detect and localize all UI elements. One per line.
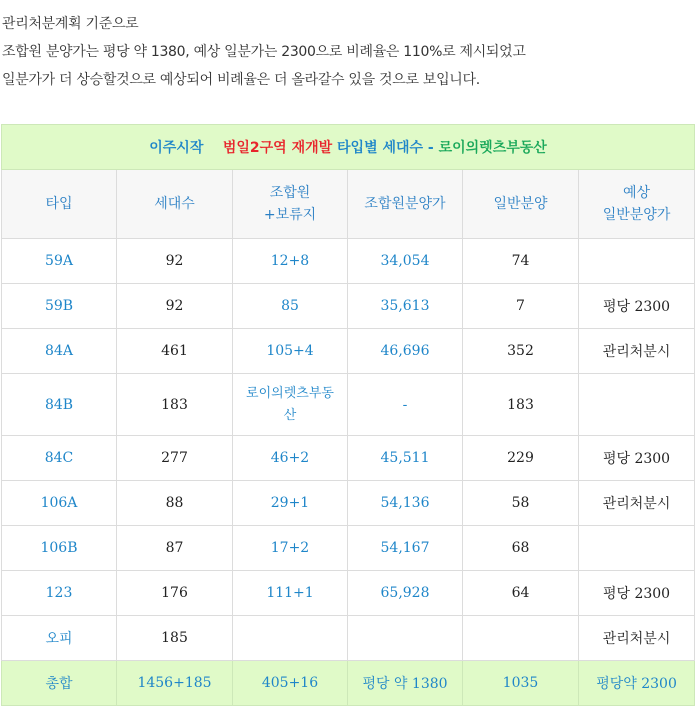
- total-member-reserve: 405+16: [233, 661, 348, 706]
- cell-general-sale: [463, 616, 579, 661]
- total-member-price: 평당 약 1380: [348, 661, 463, 706]
- table-row: [2, 329, 695, 374]
- table-row: [2, 481, 695, 526]
- cell-general-sale: 183: [463, 374, 579, 436]
- cell-member-price: [348, 616, 463, 661]
- cell-member-reserve: 12+8: [233, 239, 348, 284]
- total-type: 총합: [2, 661, 117, 706]
- cell-expected-general-price: [579, 374, 695, 436]
- header-member-reserve: 조합원 +보류지: [233, 170, 348, 239]
- table-title: [2, 125, 695, 170]
- cell-type: 59B: [2, 284, 117, 329]
- cell-member-price: 65,928: [348, 571, 463, 616]
- table-row: [2, 374, 695, 436]
- cell-expected-general-price: [579, 526, 695, 571]
- table-row: [2, 284, 695, 329]
- cell-member-reserve: 17+2: [233, 526, 348, 571]
- cell-member-price: 54,167: [348, 526, 463, 571]
- cell-member-reserve: 111+1: [233, 571, 348, 616]
- table-row: [2, 571, 695, 616]
- intro-line-3: 일분가가 더 상승할것으로 예상되어 비례율은 더 올라갈수 있을 것으로 보입니다.: [2, 72, 480, 88]
- cell-households: 88: [117, 481, 233, 526]
- total-general-sale: 1035: [463, 661, 579, 706]
- intro-line-1: 관리처분계획 기준으로: [2, 16, 139, 32]
- cell-households: 92: [117, 239, 233, 284]
- cell-member-price: 35,613: [348, 284, 463, 329]
- cell-households: 92: [117, 284, 233, 329]
- table-row: [2, 239, 695, 284]
- cell-type: 123: [2, 571, 117, 616]
- table-title-row: [2, 125, 695, 170]
- cell-expected-general-price: 관리처분시: [579, 329, 695, 374]
- header-member-price: 조합원분양가: [348, 170, 463, 239]
- cell-expected-general-price: 관리처분시: [579, 481, 695, 526]
- cell-member-reserve: 105+4: [233, 329, 348, 374]
- cell-member-price: 54,136: [348, 481, 463, 526]
- title-highlight: 범일2구역 재개발: [222, 140, 333, 156]
- cell-type: 106B: [2, 526, 117, 571]
- header-expected-general-price: 예상 일반분양가: [579, 170, 695, 239]
- cell-member-reserve: 85: [233, 284, 348, 329]
- cell-expected-general-price: [579, 239, 695, 284]
- title-suffix: 로이의렛츠부동산: [438, 140, 547, 156]
- cell-expected-general-price: 평당 2300: [579, 571, 695, 616]
- table-row: [2, 616, 695, 661]
- cell-households: 87: [117, 526, 233, 571]
- table-header-row: [2, 170, 695, 239]
- table-row: [2, 526, 695, 571]
- cell-type: 106A: [2, 481, 117, 526]
- header-type: 타입: [2, 170, 117, 239]
- header-households: 세대수: [117, 170, 233, 239]
- cell-member-reserve: [233, 616, 348, 661]
- cell-households: 277: [117, 436, 233, 481]
- cell-member-price: 34,054: [348, 239, 463, 284]
- cell-general-sale: 7: [463, 284, 579, 329]
- total-households: 1456+185: [117, 661, 233, 706]
- cell-type: 오피: [2, 616, 117, 661]
- cell-households: 183: [117, 374, 233, 436]
- intro-text: [2, 10, 692, 94]
- cell-expected-general-price: 관리처분시: [579, 616, 695, 661]
- intro-line-2: 조합원 분양가는 평당 약 1380, 예상 일분가는 2300으로 비례율은 110%로 제시되었고: [2, 44, 526, 60]
- table-row: [2, 436, 695, 481]
- cell-type: 59A: [2, 239, 117, 284]
- unit-type-table: [1, 124, 695, 706]
- cell-general-sale: 74: [463, 239, 579, 284]
- header-general-sale: 일반분양: [463, 170, 579, 239]
- cell-member-reserve: 46+2: [233, 436, 348, 481]
- cell-general-sale: 229: [463, 436, 579, 481]
- cell-general-sale: 64: [463, 571, 579, 616]
- total-expected-general-price: 평당약 2300: [579, 661, 695, 706]
- cell-households: 185: [117, 616, 233, 661]
- cell-member-reserve: 로이의렛츠부동 산: [233, 374, 348, 436]
- cell-member-price: 46,696: [348, 329, 463, 374]
- cell-type: 84C: [2, 436, 117, 481]
- cell-general-sale: 352: [463, 329, 579, 374]
- cell-general-sale: 68: [463, 526, 579, 571]
- cell-households: 176: [117, 571, 233, 616]
- cell-member-price: 45,511: [348, 436, 463, 481]
- cell-type: 84B: [2, 374, 117, 436]
- cell-general-sale: 58: [463, 481, 579, 526]
- cell-expected-general-price: 평당 2300: [579, 284, 695, 329]
- cell-households: 461: [117, 329, 233, 374]
- table-total-row: [2, 661, 695, 706]
- cell-type: 84A: [2, 329, 117, 374]
- title-prefix: 이주시작: [149, 140, 204, 156]
- cell-member-reserve: 29+1: [233, 481, 348, 526]
- cell-member-price: -: [348, 374, 463, 436]
- title-mid: 타입별 세대수 -: [337, 140, 434, 156]
- cell-expected-general-price: 평당 2300: [579, 436, 695, 481]
